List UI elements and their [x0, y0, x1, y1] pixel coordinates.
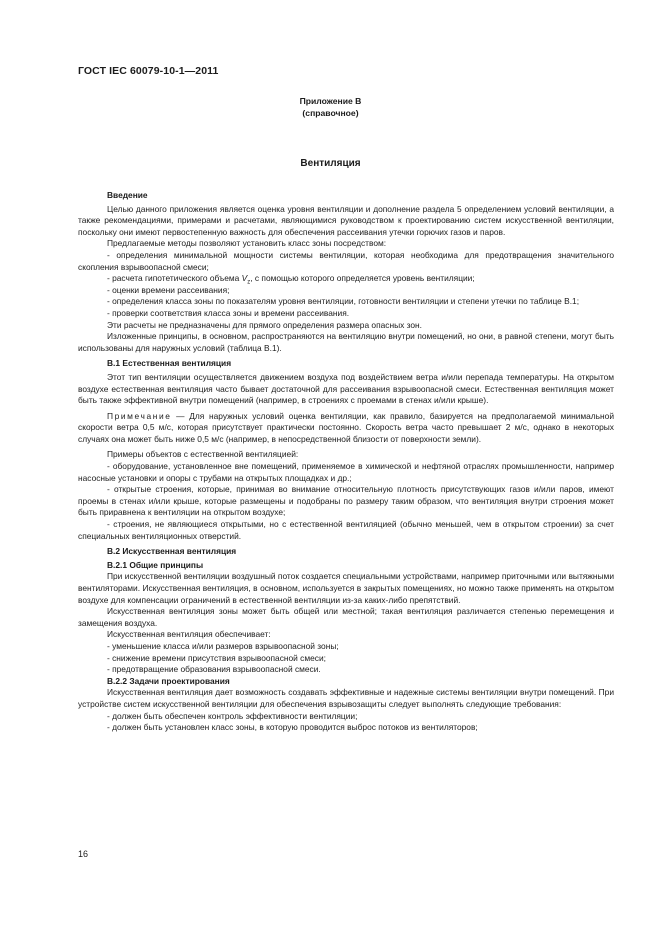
section-b2-heading: В.2 Искусственная вентиляция [107, 546, 237, 557]
section-b1-heading: В.1 Естественная вентиляция [107, 358, 232, 369]
b1-note [78, 411, 614, 446]
annex-type: (справочное) [302, 108, 359, 118]
b1-list-item-2: - открытые строения, которые, принимая во внимание относительную плотность присутствующих газов и/или паров, имеют проемы в стенах и/или крыше, которые размещены и подобраны по размеру таким образом, что вентиляция внутри строения может быть приравнена к вентиляции на открытом воздухе; [78, 484, 614, 518]
note-label: Примечание [107, 410, 172, 421]
intro-list-item-5: - проверки соответствия класса зоны и времени рассеивания. [107, 307, 350, 318]
b21-list-item-2: - снижение времени присутствия взрывоопасной смеси; [107, 652, 326, 663]
annex-heading [0, 95, 661, 119]
intro-list-item-4: - определения класса зоны по показателям уровня вентиляции, готовности вентиляции и степени утечки по таблице В.1; [107, 296, 580, 307]
intro-paragraph-4: Изложенные принципы, в основном, распространяются на вентиляцию внутри помещений, но они, в равной степени, могут быть использованы для наружных условий (таблица В.1). [78, 331, 614, 353]
section-b22-heading: В.2.2 Задачи проектирования [107, 675, 230, 686]
intro-list-item-2-text-end: , с помощью которого определяется уровень вентиляции; [250, 273, 475, 284]
b21-list-item-1: - уменьшение класса и/или размеров взрывоопасной зоны; [107, 640, 339, 651]
volume-symbol: V [241, 273, 248, 284]
b21-paragraph-2: Искусственная вентиляция зоны может быть общей или местной; такая вентиляция различается степенью перемещения и замещения воздуха. [78, 606, 614, 628]
intro-paragraph-3: Эти расчеты не предназначены для прямого определения размера опасных зон. [107, 319, 422, 330]
b1-list-item-1: - оборудование, установленное вне помещений, применяемое в химической и нефтяной отраслях промышленности, например насосные установки и опоры с трубами на открытых площадках и др.; [78, 461, 614, 483]
b21-paragraph-3: Искусственная вентиляция обеспечивает: [107, 629, 271, 640]
b22-list-item-1: - должен быть обеспечен контроль эффективности вентиляции; [107, 710, 358, 721]
note-text: — Для наружных условий оценка вентиляции, как правило, базируется на предполагаемой минимальной скорости ветра 0,5 м/с, которая присутствует практически постоянно. Скорость ветра часто превышает 2 м/с, однако в некоторых случаях она может быть ниже 0,5 м/с (например, в непосредственной близости от поверхности земли). [78, 410, 614, 444]
b1-paragraph-2: Примеры объектов с естественной вентиляцией: [107, 449, 299, 460]
intro-heading: Введение [107, 190, 148, 200]
b1-list-item-3: - строения, не являющиеся открытыми, но с естественной вентиляцией (обычно меньшей, чем в открытом строении) за счет специальных вентиляционных отверстий. [78, 519, 614, 541]
intro-paragraph-1: Целью данного приложения является оценка уровня вентиляции и дополнение раздела 5 определением условий вентиляции, а также рекомендациями, примерами и расчетами, являющимися руководством к проектированию систем искусственной вентиляции, поскольку они имеют первостепенную важность для обеспечения рассеивания утечки горючих газов и паров. [78, 203, 614, 237]
document-code: ГОСТ IEC 60079-10-1—2011 [78, 65, 219, 77]
page-number: 16 [78, 849, 89, 859]
intro-list-item-2-text: - расчета гипотетического объема [107, 273, 242, 284]
b21-list-item-3: - предотвращение образования взрывоопасной смеси. [107, 664, 321, 675]
b21-paragraph-1: При искусственной вентиляции воздушный поток создается специальными устройствами, например приточными или вытяжными вентиляторами. Искусственная вентиляция, в основном, используется в закрытых помещениях, но можно также применять на открытом воздухе для компенсации ограничений в естественной вентиляции из-за каких-либо препятствий. [78, 571, 614, 605]
b22-list-item-2: - должен быть установлен класс зоны, в которую проводится выброс потоков из вентиляторов; [107, 722, 478, 733]
b1-paragraph-1: Этот тип вентиляции осуществляется движением воздуха под воздействием ветра и/или перепада температуры. На открытом воздухе естественная вентиляция часто бывает достаточной для рассеивания взрывоопасной смеси. Естественная вентиляция может быть также эффективной внутри помещений (например, в строениях с проемами в стенах и/или крыше). [78, 371, 614, 406]
intro-list-item-3: - оценки времени рассеивания; [107, 284, 230, 295]
intro-list-item-2 [78, 273, 614, 285]
annex-title: Приложение В [299, 96, 362, 106]
section-title: Вентиляция [300, 158, 361, 169]
intro-list-item-1: - определения минимальной мощности системы вентиляции, которая необходима для предотвращения значительного скопления взрывоопасной смеси; [78, 249, 614, 272]
section-b21-heading: В.2.1 Общие принципы [107, 559, 204, 570]
document-body [78, 190, 614, 734]
intro-paragraph-2: Предлагаемые методы позволяют установить класс зоны посредством: [107, 238, 387, 249]
b22-paragraph-1: Искусственная вентиляция дает возможность создавать эффективные и надежные системы вентиляции внутри помещений. При устройстве систем искусственной вентиляции для обеспечения взрывозащиты следует выполнять следующие требования: [78, 687, 614, 709]
volume-subscript: z [247, 279, 251, 286]
